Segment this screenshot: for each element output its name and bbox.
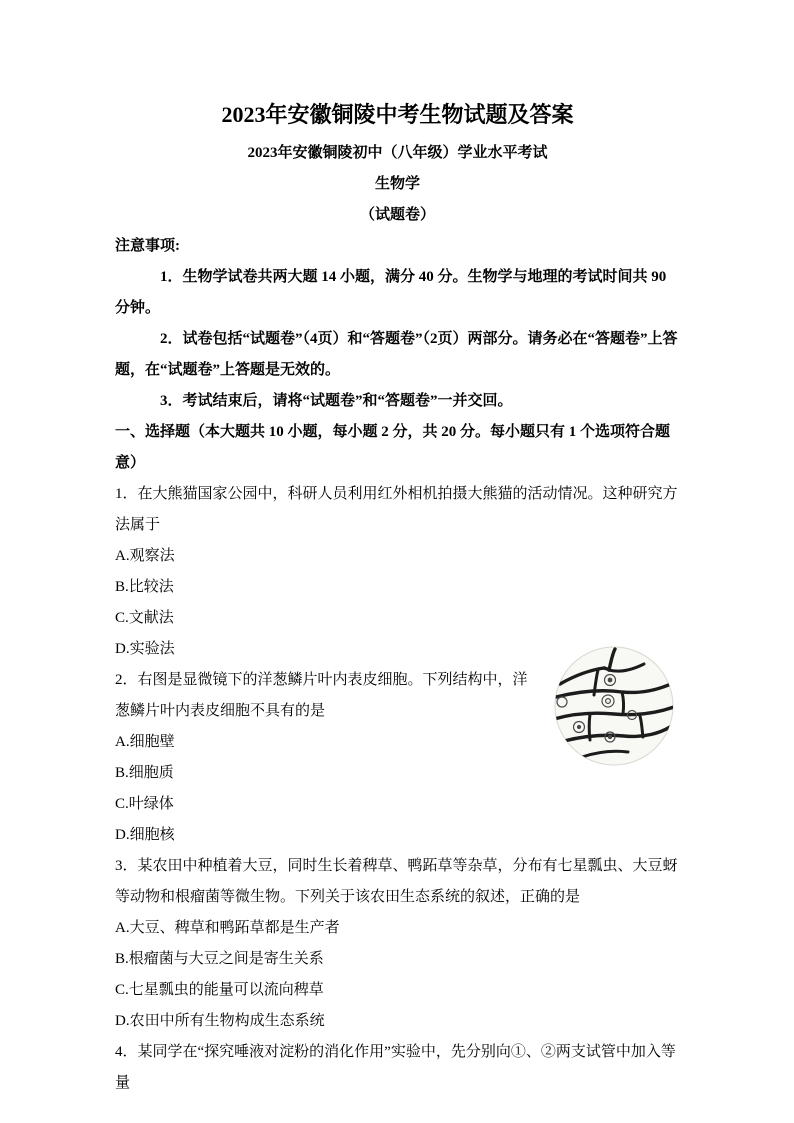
question-text: 2．右图是显微镜下的洋葱鳞片叶内表皮细胞。下列结构中，洋葱鳞片叶内表皮细胞不具有的是: [115, 672, 528, 719]
section-heading: 一、选择题（本大题共 10 小题，每小题 2 分，共 20 分。每小题只有 1 个选项符合题意）: [115, 424, 671, 471]
question-text: 4．某同学在“探究唾液对淀粉的消化作用”实验中，先分别向①、②两支试管中加入等量: [115, 1044, 676, 1091]
micrograph-image: [552, 644, 677, 769]
question-text: 3．某农田中种植着大豆，同时生长着稗草、鸭跖草等杂草，分布有七星瓢虫、大豆蚜等动物和根瘤菌等微生物。下列关于该农田生态系统的叙述，正确的是: [115, 858, 678, 905]
notice-item-1: 1．生物学试卷共两大题 14 小题，满分 40 分。生物学与地理的考试时间共 90 分钟。: [115, 269, 667, 316]
exam-subtitle: 2023年安徽铜陵初中（八年级）学业水平考试: [247, 145, 548, 161]
notice-item-3: 3．考试结束后，请将“试题卷”和“答题卷”一并交回。: [160, 393, 513, 409]
question-text: 1．在大熊猫国家公园中，科研人员利用红外相机拍摄大熊猫的活动情况。这种研究方法属于: [115, 486, 678, 533]
option-c: C.七星瓢虫的能量可以流向稗草: [115, 982, 324, 998]
notice-heading: 注意事项:: [115, 238, 180, 254]
option-a: A.观察法: [115, 548, 175, 564]
question-2: [115, 665, 680, 851]
question-1: [115, 479, 680, 665]
option-b: B.细胞质: [115, 765, 174, 781]
option-b: B.比较法: [115, 579, 174, 595]
option-a: A.大豆、稗草和鸭跖草都是生产者: [115, 920, 340, 936]
subject-title: 生物学: [374, 176, 420, 192]
option-c: C.叶绿体: [115, 796, 174, 812]
option-c: C.文献法: [115, 610, 174, 626]
notice-item-2: 2．试卷包括“试题卷”（4页）和“答题卷”（2页）两部分。请务必在“答题卷”上答题，在“试题卷”上答题是无效的。: [115, 331, 678, 378]
option-d: D.农田中所有生物构成生态系统: [115, 1013, 325, 1029]
paper-type-label: （试题卷）: [359, 207, 435, 223]
option-d: D.实验法: [115, 641, 175, 657]
option-b: B.根瘤菌与大豆之间是寄生关系: [115, 951, 324, 967]
document-title: 2023年安徽铜陵中考生物试题及答案: [221, 102, 574, 127]
option-d: D.细胞核: [115, 827, 175, 843]
question-3: [115, 851, 680, 1037]
option-a: A.细胞壁: [115, 734, 175, 750]
question-4: [115, 1037, 680, 1099]
onion-epidermis-micrograph: [552, 644, 677, 769]
notice-section: [115, 231, 680, 417]
